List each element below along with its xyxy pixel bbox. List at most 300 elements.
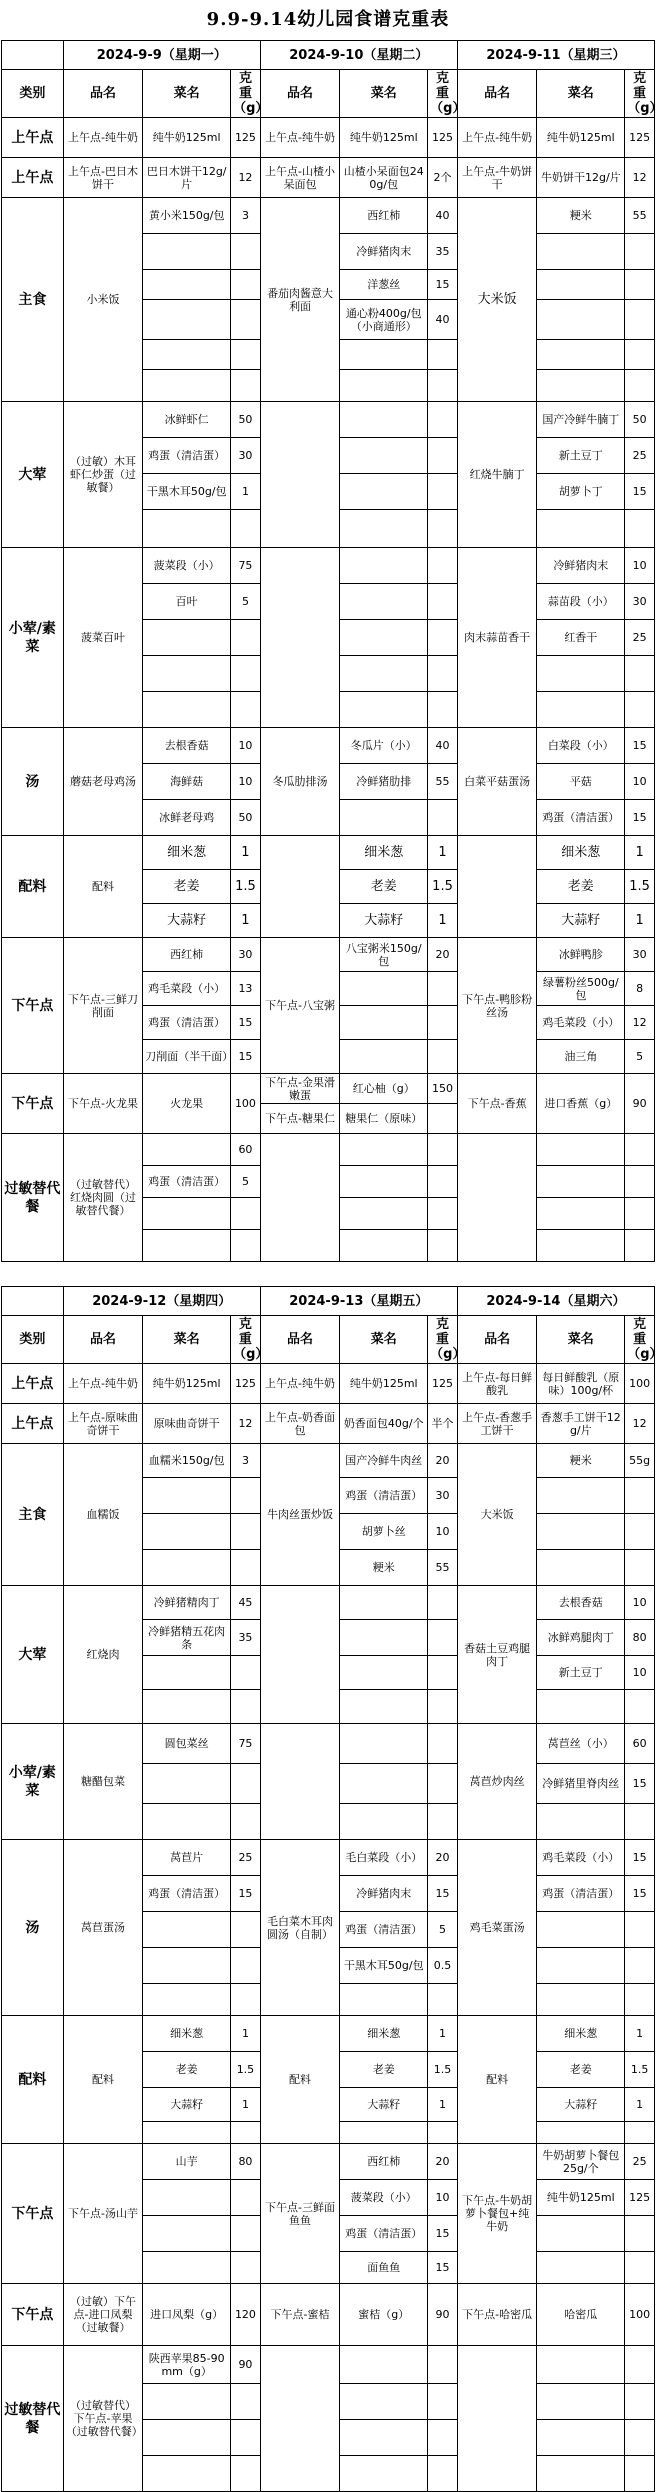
- weight-cell: 5: [231, 1166, 261, 1198]
- category-cell: 上午点: [2, 1404, 64, 1444]
- col-header-product: 品名: [260, 70, 340, 118]
- dish-cell: [143, 370, 231, 402]
- weight-cell: [625, 1550, 655, 1586]
- weight-cell: 15: [428, 2216, 458, 2252]
- weight-cell: [231, 1912, 261, 1948]
- weight-cell: 1.5: [428, 2052, 458, 2088]
- weight-cell: [231, 510, 261, 548]
- date-header: 2024-9-9（星期一）: [63, 41, 260, 70]
- weight-cell: 5: [428, 1912, 458, 1948]
- product-cell: 莴苣蛋汤: [63, 1840, 143, 2016]
- weight-cell: [625, 1912, 655, 1948]
- col-header-category: 类别: [2, 1316, 64, 1364]
- weight-cell: [625, 370, 655, 402]
- weight-cell: 80: [625, 1620, 655, 1656]
- dish-cell: 老姜: [143, 870, 231, 904]
- weight-cell: [625, 2216, 655, 2252]
- weight-cell: 30: [231, 438, 261, 474]
- weight-cell: 15: [625, 800, 655, 836]
- dish-cell: 粳米: [537, 198, 625, 234]
- weight-cell: 55g: [625, 1444, 655, 1478]
- product-cell: [260, 1586, 340, 1724]
- weight-cell: 1: [428, 2088, 458, 2122]
- dish-cell: 牛奶胡萝卜餐包25g/个: [537, 2144, 625, 2180]
- product-cell: 上午点-每日鲜酸乳: [457, 1364, 537, 1404]
- dish-cell: 老姜: [537, 2052, 625, 2088]
- category-cell: 下午点: [2, 2284, 64, 2346]
- dish-cell: 冷鲜猪肋排: [340, 764, 428, 800]
- category-cell: 配料: [2, 836, 64, 938]
- weight-cell: 20: [428, 1444, 458, 1478]
- dish-cell: [143, 2384, 231, 2420]
- weight-cell: 半个: [428, 1404, 458, 1444]
- dish-cell: [340, 1006, 428, 1040]
- dish-cell: 细米葱: [537, 836, 625, 870]
- weight-cell: 30: [625, 938, 655, 972]
- weight-cell: 25: [625, 620, 655, 656]
- dish-cell: [143, 2122, 231, 2144]
- weight-cell: [625, 1948, 655, 1984]
- dish-cell: 绿薯粉丝500g/包: [537, 972, 625, 1006]
- weight-cell: 1: [625, 2088, 655, 2122]
- dish-cell: 冷鲜猪肉末: [340, 234, 428, 270]
- product-cell: 肉末蒜苗香干: [457, 548, 537, 728]
- dish-cell: 粳米: [340, 1550, 428, 1586]
- weight-cell: 1.5: [231, 870, 261, 904]
- dish-cell: 冰鲜鸭胗: [537, 938, 625, 972]
- weight-cell: 40: [428, 728, 458, 764]
- dish-cell: [340, 800, 428, 836]
- dish-cell: 蒜苗段（小）: [537, 584, 625, 620]
- dish-cell: [340, 438, 428, 474]
- dish-cell: 国产冷鲜牛腩丁: [537, 402, 625, 438]
- product-cell: [457, 1134, 537, 1262]
- dish-cell: 莴苣片: [143, 1840, 231, 1876]
- dish-cell: [340, 1134, 428, 1166]
- category-cell: 下午点: [2, 938, 64, 1074]
- weight-cell: 10: [625, 1586, 655, 1620]
- product-cell: 上午点-巴日木饼干: [63, 158, 143, 198]
- dish-cell: [340, 2456, 428, 2492]
- weight-cell: [428, 1586, 458, 1620]
- weight-cell: [428, 370, 458, 402]
- dish-cell: 油三角: [537, 1040, 625, 1074]
- dish-cell: [537, 1166, 625, 1198]
- weight-cell: 50: [231, 800, 261, 836]
- dish-cell: 鸡蛋（清洁蛋）: [537, 1876, 625, 1912]
- dish-cell: [340, 510, 428, 548]
- product-cell: 上午点-香葱手工饼干: [457, 1404, 537, 1444]
- weight-cell: 40: [428, 300, 458, 340]
- col-header-dish: 菜名: [143, 70, 231, 118]
- weight-cell: 25: [625, 438, 655, 474]
- dish-cell: 圆包菜丝: [143, 1724, 231, 1764]
- category-cell: 上午点: [2, 158, 64, 198]
- weight-cell: [625, 1478, 655, 1514]
- dish-cell: [143, 510, 231, 548]
- weight-cell: [625, 510, 655, 548]
- category-cell: 汤: [2, 728, 64, 836]
- dish-cell: [537, 510, 625, 548]
- date-header: 2024-9-14（星期六）: [457, 1287, 654, 1316]
- weight-cell: [231, 340, 261, 370]
- dish-cell: [340, 1586, 428, 1620]
- weight-cell: 100: [625, 2284, 655, 2346]
- dish-cell: [537, 234, 625, 270]
- weight-cell: [231, 2456, 261, 2492]
- dish-cell: [537, 1514, 625, 1550]
- product-cell: [260, 548, 340, 728]
- dish-cell: 鸡毛菜段（小）: [143, 972, 231, 1006]
- dish-cell: 冷鲜猪肉末: [537, 548, 625, 584]
- weight-cell: [428, 2122, 458, 2144]
- weight-cell: [428, 1656, 458, 1690]
- weight-cell: [428, 1620, 458, 1656]
- dish-cell: 鸡蛋（清洁蛋）: [537, 800, 625, 836]
- dish-cell: 通心粉400g/包（小商通形）: [340, 300, 428, 340]
- dish-cell: 刀削面（半干面）: [143, 1040, 231, 1074]
- weight-cell: 10: [625, 764, 655, 800]
- weight-cell: 30: [231, 938, 261, 972]
- product-cell: 上午点-纯牛奶: [63, 1364, 143, 1404]
- table-gap: [0, 1262, 656, 1286]
- weight-cell: 30: [428, 1478, 458, 1514]
- weight-cell: 0.5: [428, 1948, 458, 1984]
- product-cell: 莴苣炒肉丝: [457, 1724, 537, 1840]
- product-cell: 小米饭: [63, 198, 143, 402]
- menu-table-week1: [1, 40, 663, 1262]
- dish-cell: 胡萝卜丝: [340, 1514, 428, 1550]
- col-header-product: 品名: [457, 70, 537, 118]
- dish-cell: [537, 2216, 625, 2252]
- weight-cell: 125: [428, 1364, 458, 1404]
- col-header-dish: 菜名: [537, 1316, 625, 1364]
- weight-cell: 55: [428, 1550, 458, 1586]
- dish-cell: [340, 1656, 428, 1690]
- product-cell: 上午点-纯牛奶: [63, 118, 143, 158]
- dish-cell: 原味曲奇饼干: [143, 1404, 231, 1444]
- weight-cell: 12: [231, 1404, 261, 1444]
- weight-cell: 12: [625, 158, 655, 198]
- weight-cell: [625, 2420, 655, 2456]
- dish-cell: 鸡蛋（清洁蛋）: [340, 1912, 428, 1948]
- dish-cell: [537, 656, 625, 692]
- weight-cell: [428, 2384, 458, 2420]
- dish-cell: [340, 1764, 428, 1804]
- dish-cell: [340, 1040, 428, 1074]
- weight-cell: [428, 1006, 458, 1040]
- dish-cell: [537, 300, 625, 340]
- product-cell: [457, 836, 537, 938]
- weight-cell: 1: [625, 836, 655, 870]
- dish-cell: 鸡毛菜段（小）: [537, 1006, 625, 1040]
- col-header-dish: 菜名: [537, 70, 625, 118]
- dish-cell: 冷鲜猪肉末: [340, 1876, 428, 1912]
- dish-cell: 大蒜籽: [143, 904, 231, 938]
- col-header-weight: 克重（g）: [625, 70, 655, 118]
- weight-cell: [428, 656, 458, 692]
- dish-cell: 细米葱: [143, 2016, 231, 2052]
- page-title: 9.9-9.14幼儿园食谱克重表: [206, 9, 450, 30]
- dish-cell: 香葱手工饼干12g/片: [537, 1404, 625, 1444]
- dish-cell: 面鱼鱼: [340, 2252, 428, 2284]
- weight-cell: 15: [428, 270, 458, 300]
- weight-cell: [428, 474, 458, 510]
- dish-cell: 山楂小呆面包240g/包: [340, 158, 428, 198]
- date-header: 2024-9-10（星期二）: [260, 41, 457, 70]
- dish-cell: [143, 620, 231, 656]
- dish-cell: 纯牛奶125ml: [340, 1364, 428, 1404]
- product-cell: 上午点-牛奶饼干: [457, 158, 537, 198]
- product-cell: 配料: [457, 2016, 537, 2144]
- weight-cell: [231, 1656, 261, 1690]
- weight-cell: 1.5: [625, 2052, 655, 2088]
- weight-cell: [428, 340, 458, 370]
- dish-cell: 菠菜段（小）: [143, 548, 231, 584]
- weight-cell: [231, 1690, 261, 1724]
- dish-cell: 老姜: [537, 870, 625, 904]
- dish-cell: 干黑木耳50g/包: [340, 1948, 428, 1984]
- dish-cell: 进口凤梨（g）: [143, 2284, 231, 2346]
- dish-cell: [537, 1550, 625, 1586]
- weight-cell: 15: [231, 1876, 261, 1912]
- col-header-dish: 菜名: [340, 1316, 428, 1364]
- dish-cell: 纯牛奶125ml: [143, 118, 231, 158]
- product-cell: 下午点-哈密瓜: [457, 2284, 537, 2346]
- weight-cell: 5: [625, 1040, 655, 1074]
- dish-cell: 细米葱: [143, 836, 231, 870]
- dish-cell: [340, 620, 428, 656]
- weight-cell: 10: [231, 728, 261, 764]
- dish-cell: 干黑木耳50g/包: [143, 474, 231, 510]
- dish-cell: 纯牛奶125ml: [340, 118, 428, 158]
- weight-cell: [231, 234, 261, 270]
- weight-cell: 2个: [428, 158, 458, 198]
- product-cell: [260, 1724, 340, 1840]
- weight-cell: [231, 2122, 261, 2144]
- weight-cell: [428, 1166, 458, 1198]
- product-cell: 下午点-三鲜刀削面: [63, 938, 143, 1074]
- category-cell: 小荤/素菜: [2, 548, 64, 728]
- dish-cell: [537, 1804, 625, 1840]
- dish-cell: [143, 1198, 231, 1230]
- dish-cell: [537, 1984, 625, 2016]
- product-cell: [260, 2346, 340, 2492]
- weight-cell: [231, 692, 261, 728]
- dish-cell: 大蒜籽: [537, 2088, 625, 2122]
- product-cell: 番茄肉酱意大利面: [260, 198, 340, 402]
- weight-cell: 1.5: [231, 2052, 261, 2088]
- dish-cell: [537, 2420, 625, 2456]
- weight-cell: [231, 270, 261, 300]
- weight-cell: [231, 2420, 261, 2456]
- dish-cell: 细米葱: [537, 2016, 625, 2052]
- dish-cell: [143, 1478, 231, 1514]
- dish-cell: 平菇: [537, 764, 625, 800]
- weight-cell: 13: [231, 972, 261, 1006]
- weight-cell: 10: [428, 2180, 458, 2216]
- dish-cell: [340, 692, 428, 728]
- dish-cell: 冰鲜虾仁: [143, 402, 231, 438]
- dish-cell: [143, 2180, 231, 2216]
- weight-cell: 10: [231, 764, 261, 800]
- dish-cell: 鸡毛菜段（小）: [537, 1840, 625, 1876]
- dish-cell: 鸡蛋（清洁蛋）: [340, 2216, 428, 2252]
- dish-cell: [537, 1478, 625, 1514]
- col-header-product: 品名: [63, 1316, 143, 1364]
- dish-cell: 莴苣丝（小）: [537, 1724, 625, 1764]
- weight-cell: [231, 1804, 261, 1840]
- weight-cell: 90: [231, 2346, 261, 2384]
- weight-cell: 15: [625, 1876, 655, 1912]
- product-cell: 上午点-纯牛奶: [260, 118, 340, 158]
- dish-cell: 菠菜段（小）: [340, 2180, 428, 2216]
- dish-cell: 去根香菇: [143, 728, 231, 764]
- weight-cell: 125: [625, 118, 655, 158]
- product-cell: 配料: [63, 2016, 143, 2144]
- weight-cell: 20: [428, 1840, 458, 1876]
- weight-cell: [428, 620, 458, 656]
- dish-cell: [340, 474, 428, 510]
- dish-cell: [340, 1230, 428, 1262]
- product-cell: 下午点-鸭胗粉丝汤: [457, 938, 537, 1074]
- dish-cell: 冷鲜猪精肉丁: [143, 1586, 231, 1620]
- dish-cell: [143, 300, 231, 340]
- dish-cell: [143, 1804, 231, 1840]
- category-cell: 过敏替代餐: [2, 2346, 64, 2492]
- dish-cell: [340, 340, 428, 370]
- dish-cell: [340, 1984, 428, 2016]
- col-header-weight: 克重（g）: [231, 1316, 261, 1364]
- dish-cell: 鸡蛋（清洁蛋）: [143, 1876, 231, 1912]
- dish-cell: [143, 656, 231, 692]
- category-cell: 汤: [2, 1840, 64, 2016]
- weight-cell: [231, 2216, 261, 2252]
- weight-cell: 1: [625, 904, 655, 938]
- dish-cell: [340, 2420, 428, 2456]
- weight-cell: [428, 1764, 458, 1804]
- dish-cell: 老姜: [340, 2052, 428, 2088]
- weight-cell: [231, 1230, 261, 1262]
- category-cell: 小荤/素菜: [2, 1724, 64, 1840]
- dish-cell: 鸡蛋（清洁蛋）: [340, 1478, 428, 1514]
- col-header-product: 品名: [457, 1316, 537, 1364]
- dish-cell: 鸡蛋（清洁蛋）: [143, 1166, 231, 1198]
- dish-cell: 红心柚（g）: [340, 1074, 428, 1104]
- weight-cell: 15: [625, 474, 655, 510]
- dish-cell: 火龙果: [143, 1074, 231, 1134]
- dish-cell: [340, 402, 428, 438]
- dish-cell: [537, 1690, 625, 1724]
- product-cell: [457, 2346, 537, 2492]
- weight-cell: 1: [428, 2016, 458, 2052]
- dish-cell: [537, 2384, 625, 2420]
- weight-cell: 1.5: [428, 870, 458, 904]
- dish-cell: [537, 692, 625, 728]
- dish-cell: 冬瓜片（小）: [340, 728, 428, 764]
- product-cell: 上午点-山楂小呆面包: [260, 158, 340, 198]
- weight-cell: [625, 270, 655, 300]
- dish-cell: 国产冷鲜牛肉丝: [340, 1444, 428, 1478]
- dish-cell: 细米葱: [340, 2016, 428, 2052]
- weight-cell: 15: [428, 1876, 458, 1912]
- weight-cell: [231, 1478, 261, 1514]
- weight-cell: 3: [231, 1444, 261, 1478]
- weight-cell: 1: [231, 2088, 261, 2122]
- weight-cell: 20: [428, 938, 458, 972]
- dish-cell: [537, 1198, 625, 1230]
- weight-cell: [428, 1040, 458, 1074]
- product-cell: 红烧牛腩丁: [457, 402, 537, 548]
- corner-cell: [2, 41, 64, 70]
- weight-cell: 15: [625, 1764, 655, 1804]
- weight-cell: [625, 2252, 655, 2284]
- weight-cell: [428, 510, 458, 548]
- weight-cell: 90: [428, 2284, 458, 2346]
- weight-cell: [428, 800, 458, 836]
- dish-cell: [537, 340, 625, 370]
- dish-cell: 大蒜籽: [340, 2088, 428, 2122]
- weight-cell: [625, 1134, 655, 1166]
- weight-cell: 75: [231, 548, 261, 584]
- product-cell: 牛肉丝蛋炒饭: [260, 1444, 340, 1586]
- dish-cell: [340, 548, 428, 584]
- product-cell: （过敏）木耳虾仁炒蛋（过敏餐）: [63, 402, 143, 548]
- dish-cell: 糖果仁（原味）: [340, 1104, 428, 1134]
- weight-cell: [625, 340, 655, 370]
- product-cell: 下午点-牛奶胡萝卜餐包+纯牛奶: [457, 2144, 537, 2284]
- col-header-dish: 菜名: [340, 70, 428, 118]
- date-header: 2024-9-12（星期四）: [63, 1287, 260, 1316]
- weight-cell: 1: [231, 474, 261, 510]
- category-cell: 下午点: [2, 1074, 64, 1134]
- weight-cell: 75: [231, 1724, 261, 1764]
- weight-cell: [231, 300, 261, 340]
- weight-cell: [231, 1984, 261, 2016]
- weight-cell: 15: [625, 1840, 655, 1876]
- weight-cell: [428, 548, 458, 584]
- weight-cell: [231, 656, 261, 692]
- weight-cell: [428, 2420, 458, 2456]
- weight-cell: 30: [625, 584, 655, 620]
- weight-cell: 3: [231, 198, 261, 234]
- product-cell: 大米饭: [457, 1444, 537, 1586]
- dish-cell: [143, 270, 231, 300]
- weight-cell: 120: [231, 2284, 261, 2346]
- weight-cell: [428, 1134, 458, 1166]
- product-cell: 下午点-三鲜面鱼鱼: [260, 2144, 340, 2284]
- dish-cell: [537, 1230, 625, 1262]
- weight-cell: [625, 1690, 655, 1724]
- category-cell: 主食: [2, 1444, 64, 1586]
- dish-cell: 八宝粥米150g/包: [340, 938, 428, 972]
- product-cell: （过敏替代）红烧肉圆（过敏替代餐）: [63, 1134, 143, 1262]
- weight-cell: [428, 972, 458, 1006]
- dish-cell: [537, 270, 625, 300]
- weight-cell: [625, 1804, 655, 1840]
- dish-cell: [143, 1230, 231, 1262]
- product-cell: 下午点-火龙果: [63, 1074, 143, 1134]
- col-header-product: 品名: [63, 70, 143, 118]
- weight-cell: 100: [625, 1364, 655, 1404]
- dish-cell: [143, 2420, 231, 2456]
- dish-cell: 哈密瓜: [537, 2284, 625, 2346]
- dish-cell: 每日鲜酸乳（原味）100g/杯: [537, 1364, 625, 1404]
- product-cell: （过敏）下午点-进口凤梨（过敏餐）: [63, 2284, 143, 2346]
- dish-cell: 奶香面包40g/个: [340, 1404, 428, 1444]
- dish-cell: 细米葱: [340, 836, 428, 870]
- weight-cell: [231, 1948, 261, 1984]
